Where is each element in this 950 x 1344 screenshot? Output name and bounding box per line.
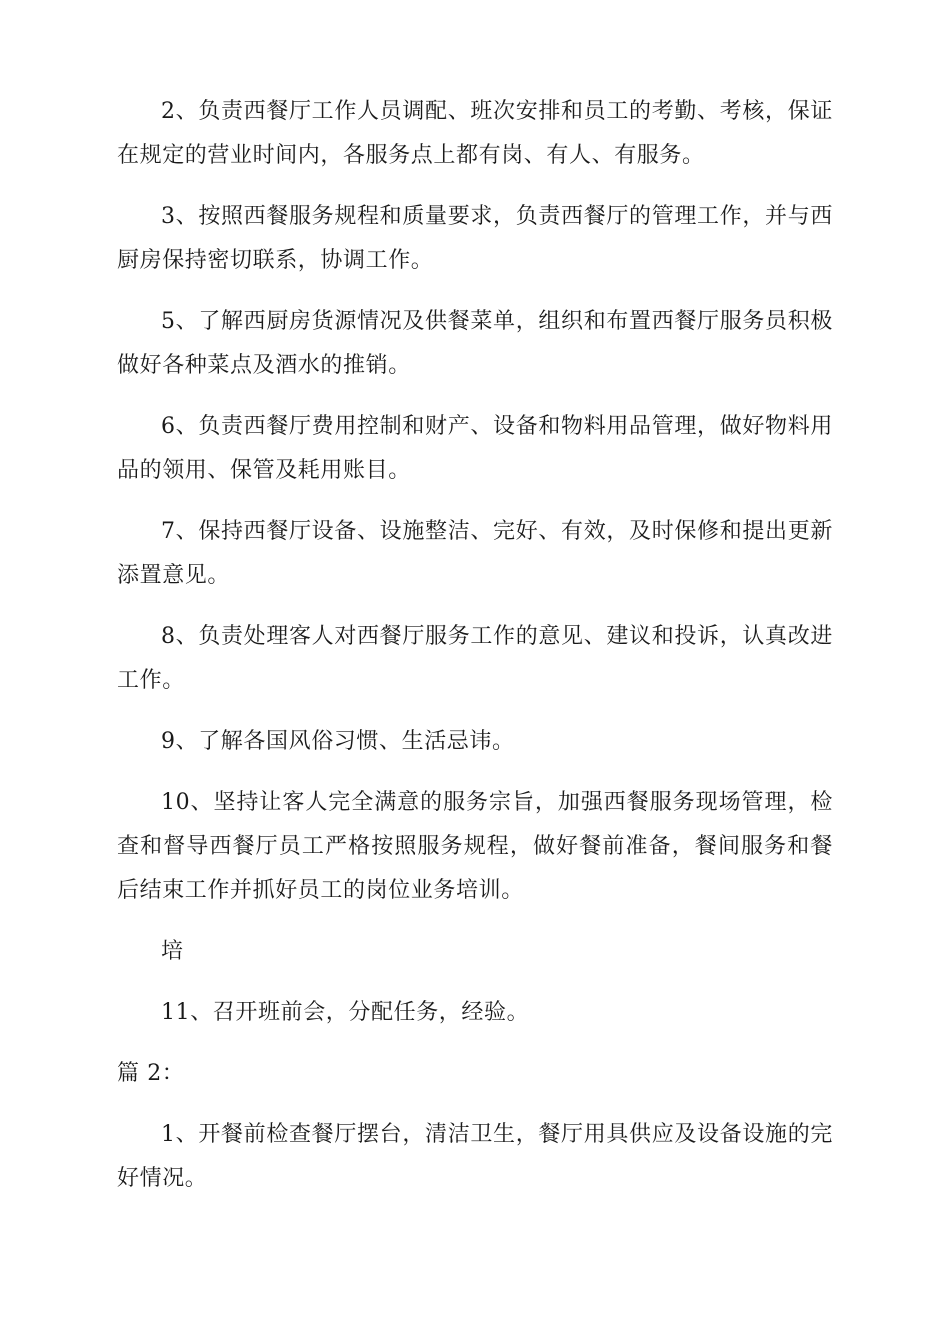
document-page xyxy=(117,90,833,1218)
paragraph-item-3: 3、按照西餐服务规程和质量要求，负责西餐厅的管理工作，并与西厨房保持密切联系，协调工作。 xyxy=(117,204,833,273)
paragraph-item-2: 2、负责西餐厅工作人员调配、班次安排和员工的考勤、考核，保证在规定的营业时间内，各服务点上都有岗、有人、有服务。 xyxy=(117,99,833,168)
paragraph-item-1: 1、开餐前检查餐厅摆台，清洁卫生，餐厅用具供应及设备设施的完好情况。 xyxy=(117,1122,833,1191)
paragraph-item-11: 11、召开班前会，分配任务，经验。 xyxy=(161,1000,530,1025)
section-heading: 篇 2： xyxy=(117,1061,185,1086)
paragraph-item-5: 5、了解西厨房货源情况及供餐菜单，组织和布置西餐厅服务员积极做好各种菜点及酒水的推销。 xyxy=(117,309,833,378)
paragraph-item-9: 9、了解各国风俗习惯、生活忌讳。 xyxy=(161,729,515,754)
paragraph-item-10: 10、坚持让客人完全满意的服务宗旨，加强西餐服务现场管理，检查和督导西餐厅员工严格按照服务规程，做好餐前准备，餐间服务和餐后结束工作并抓好员工的岗位业务培训。 xyxy=(117,790,833,903)
paragraph-fragment: 培 xyxy=(161,939,184,964)
paragraph-item-8: 8、负责处理客人对西餐厅服务工作的意见、建议和投诉，认真改进工作。 xyxy=(117,624,833,693)
paragraph-item-6: 6、负责西餐厅费用控制和财产、设备和物料用品管理，做好物料用品的领用、保管及耗用账目。 xyxy=(117,414,833,483)
paragraph-item-7: 7、保持西餐厅设备、设施整洁、完好、有效，及时保修和提出更新添置意见。 xyxy=(117,519,833,588)
